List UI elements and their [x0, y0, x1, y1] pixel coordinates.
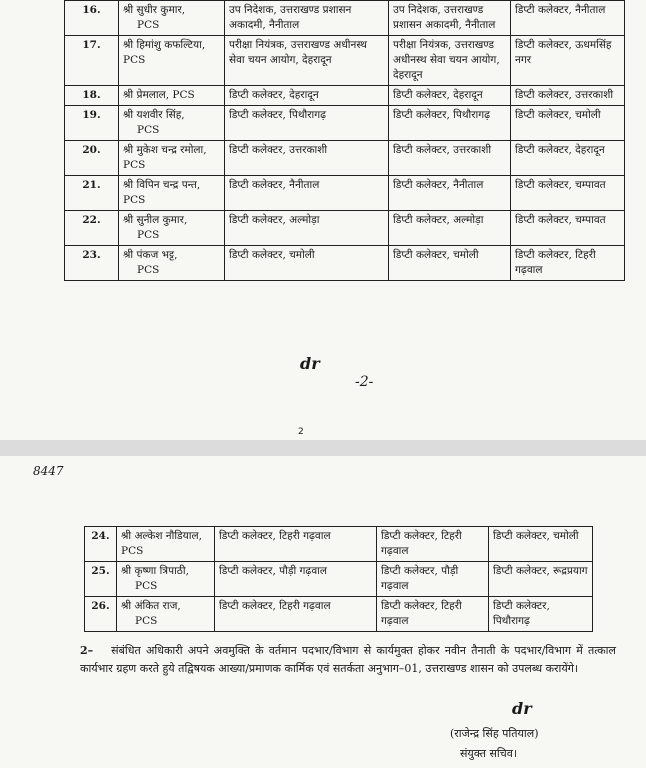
transfer-table-page-2: [84, 526, 593, 632]
current-post-cell: डिप्टी कलेक्टर, नैनीताल: [225, 176, 389, 211]
current-post-cell: परीक्षा नियंत्रक, उत्तराखण्ड अधीनस्थ सेवा चयन आयोग, देहरादून: [225, 36, 389, 86]
table-row: [65, 1, 625, 36]
officer-name-cell: [119, 211, 225, 246]
serial-number-cell: 21.: [65, 176, 119, 211]
serial-number-cell: 18.: [65, 86, 119, 106]
officer-name: श्री सुधीर कुमार,: [123, 4, 186, 16]
paragraph-number: 2–: [80, 644, 94, 657]
current-post-cell: डिप्टी कलेक्टर, उत्तरकाशी: [225, 141, 389, 176]
new-posting-cell: डिप्टी कलेक्टर, पिथौरागढ़: [489, 597, 593, 632]
service-label: PCS: [137, 264, 160, 276]
officer-name: श्री अल्केश नौडियाल, PCS: [121, 530, 202, 557]
new-posting-cell: डिप्टी कलेक्टर, चमोली: [511, 106, 625, 141]
serial-number-cell: 20.: [65, 141, 119, 176]
handwritten-page-number: -2-: [355, 374, 374, 390]
service-label: PCS: [137, 124, 160, 136]
officer-name: श्री प्रेमलाल, PCS: [123, 89, 195, 101]
relieved-from-cell: उप निदेशक, उत्तराखण्ड प्रशासन अकादमी, नैनीताल: [389, 1, 511, 36]
table-row: [65, 176, 625, 211]
table-row: [65, 211, 625, 246]
signatory-name: (राजेन्द्र सिंह पतियाल): [450, 727, 539, 740]
serial-number-cell: 19.: [65, 106, 119, 141]
serial-number-cell: 22.: [65, 211, 119, 246]
handwritten-initials: dr: [300, 354, 320, 373]
page-number: 2: [298, 427, 304, 437]
new-posting-cell: डिप्टी कलेक्टर, नैनीताल: [511, 1, 625, 36]
officer-name: श्री मुकेश चन्द्र रमोला, PCS: [123, 144, 207, 171]
paragraph-text: संबंधित अधिकारी अपने अवमुक्ति के वर्तमान पदभार/विभाग से कार्यमुक्त होकर नवीन तैनाती के पदभार/विभाग में तत्काल कार्यभार ग्रहण करते हुये तद्विषयक आख्या/प्रमाणक कार्मिक एवं सतर्कता अनुभाग–01, उत्तराखण्ड शासन को उपलब्ध करायेंगे।: [80, 644, 616, 675]
officer-name-cell: [117, 597, 215, 632]
relieved-from-cell: डिप्टी कलेक्टर, देहरादून: [389, 86, 511, 106]
officer-name-cell: [119, 36, 225, 86]
new-posting-cell: डिप्टी कलेक्टर, ऊधमसिंह नगर: [511, 36, 625, 86]
service-label: PCS: [135, 580, 158, 592]
officer-name-cell: [117, 527, 215, 562]
current-post-cell: उप निदेशक, उत्तराखण्ड प्रशासन अकादमी, नैनीताल: [225, 1, 389, 36]
service-label: PCS: [135, 615, 158, 627]
current-post-cell: डिप्टी कलेक्टर, देहरादून: [225, 86, 389, 106]
officer-name-cell: [119, 106, 225, 141]
transfer-table-page-1: [64, 0, 625, 281]
serial-number-cell: 17.: [65, 36, 119, 86]
new-posting-cell: डिप्टी कलेक्टर, चम्पावत: [511, 211, 625, 246]
table-row: [85, 562, 593, 597]
serial-number-cell: 24.: [85, 527, 117, 562]
officer-name: श्री अंकित राज,: [121, 600, 181, 612]
relieved-from-cell: डिप्टी कलेक्टर, उत्तरकाशी: [389, 141, 511, 176]
new-posting-cell: डिप्टी कलेक्टर, देहरादून: [511, 141, 625, 176]
current-post-cell: डिप्टी कलेक्टर, चमोली: [225, 246, 389, 281]
document-page-2: [0, 456, 646, 768]
serial-number-cell: 23.: [65, 246, 119, 281]
relieved-from-cell: डिप्टी कलेक्टर, टिहरी गढ़वाल: [377, 527, 489, 562]
officer-name: श्री सुनील कुमार,: [123, 214, 188, 226]
officer-name-cell: [119, 86, 225, 106]
current-post-cell: डिप्टी कलेक्टर, टिहरी गढ़वाल: [215, 597, 377, 632]
officer-name: श्री पंकज भट्ट,: [123, 249, 178, 261]
officer-name: श्री विपिन चन्द्र पन्त, PCS: [123, 179, 201, 206]
new-posting-cell: डिप्टी कलेक्टर, चम्पावत: [511, 176, 625, 211]
table-row: [85, 597, 593, 632]
signatory-designation: संयुक्त सचिव।: [460, 747, 518, 760]
relieved-from-cell: परीक्षा नियंत्रक, उत्तराखण्ड अधीनस्थ सेवा चयन आयोग, देहरादून: [389, 36, 511, 86]
relieved-from-cell: डिप्टी कलेक्टर, अल्मोड़ा: [389, 211, 511, 246]
table-row: [65, 86, 625, 106]
handwritten-initials: dr: [512, 699, 532, 718]
officer-name: श्री हिमांशु कफल्टिया, PCS: [123, 39, 206, 66]
relieved-from-cell: डिप्टी कलेक्टर, पौड़ी गढ़वाल: [377, 562, 489, 597]
officer-name-cell: [119, 176, 225, 211]
relieved-from-cell: डिप्टी कलेक्टर, पिथौरागढ़: [389, 106, 511, 141]
table-row: [65, 106, 625, 141]
new-posting-cell: डिप्टी कलेक्टर, उत्तरकाशी: [511, 86, 625, 106]
new-posting-cell: डिप्टी कलेक्टर, रूद्रप्रयाग: [489, 562, 593, 597]
table-row: [65, 141, 625, 176]
officer-name-cell: [119, 141, 225, 176]
officer-name-cell: [117, 562, 215, 597]
current-post-cell: डिप्टी कलेक्टर, टिहरी गढ़वाल: [215, 527, 377, 562]
serial-number-cell: 16.: [65, 1, 119, 36]
relieved-from-cell: डिप्टी कलेक्टर, टिहरी गढ़वाल: [377, 597, 489, 632]
relieved-from-cell: डिप्टी कलेक्टर, चमोली: [389, 246, 511, 281]
officer-name: श्री कृष्णा त्रिपाठी,: [121, 565, 189, 577]
current-post-cell: डिप्टी कलेक्टर, पिथौरागढ़: [225, 106, 389, 141]
new-posting-cell: डिप्टी कलेक्टर, चमोली: [489, 527, 593, 562]
officer-name: श्री यशवीर सिंह,: [123, 109, 185, 121]
officer-name-cell: [119, 1, 225, 36]
service-label: PCS: [137, 229, 160, 241]
relieved-from-cell: डिप्टी कलेक्टर, नैनीताल: [389, 176, 511, 211]
current-post-cell: डिप्टी कलेक्टर, अल्मोड़ा: [225, 211, 389, 246]
new-posting-cell: डिप्टी कलेक्टर, टिहरी गढ़वाल: [511, 246, 625, 281]
table-row: [85, 527, 593, 562]
officer-name-cell: [119, 246, 225, 281]
handwritten-reference-number: 8447: [33, 464, 64, 478]
service-label: PCS: [137, 19, 160, 31]
table-row: [65, 36, 625, 86]
current-post-cell: डिप्टी कलेक्टर, पौड़ी गढ़वाल: [215, 562, 377, 597]
instruction-paragraph: [80, 642, 616, 678]
serial-number-cell: 26.: [85, 597, 117, 632]
table-row: [65, 246, 625, 281]
serial-number-cell: 25.: [85, 562, 117, 597]
